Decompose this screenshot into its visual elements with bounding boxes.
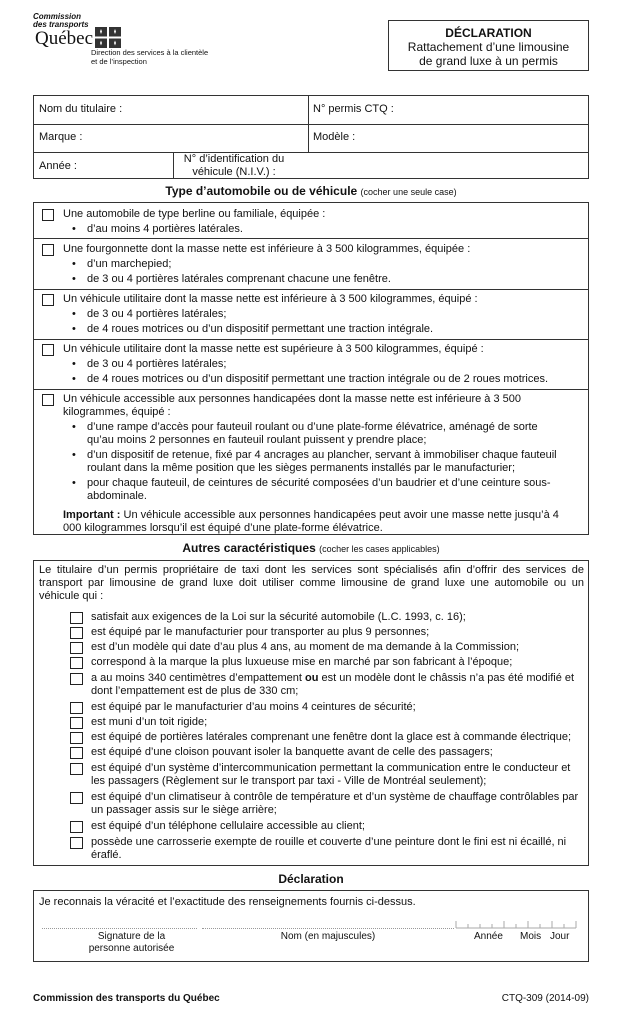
checkbox-utility-heavy[interactable] (42, 344, 54, 356)
type-option-label: Un véhicule utilitaire dont la masse nette est supérieure à 3 500 kilogrammes, équipé : (63, 343, 484, 355)
signature-label: Signature de la personne autorisée (88, 931, 175, 954)
month-label: Mois (520, 931, 542, 942)
name-label: Nom (en majuscules) (280, 931, 376, 942)
checkbox-capacity[interactable] (70, 627, 83, 639)
logo-sub1: Direction des services à la clientèle (91, 48, 209, 57)
type-option-label: Une automobile de type berline ou familiale, équipée : (63, 208, 326, 220)
logo-sub2: et de l’inspection (91, 57, 147, 66)
type-option-utility-light (41, 293, 581, 336)
make-field[interactable] (39, 131, 304, 144)
type-option-utility-heavy (41, 343, 581, 386)
form-subtitle-2: de grand luxe à un permis (419, 54, 558, 68)
type-option-label: Un véhicule utilitaire dont la masse nette est inférieure à 3 500 kilogrammes, équipé : (63, 293, 478, 305)
char-item-model-age: est d’un modèle qui date d’au plus 4 ans, au moment de ma demande à la Commission; (67, 641, 587, 654)
checkbox-utility-light[interactable] (42, 294, 54, 306)
fleur-de-lis-flag-icon (95, 27, 121, 48)
other-intro: Le titulaire d’un permis propriétaire de taxi dont les services sont spécialisés afin d’offrir des services de transport par limousine de grand luxe doit utiliser comme limousine de grand luxe une automobile ou un véhicule qui : (39, 564, 584, 602)
char-item-power-windows: est équipé de portières latérales comprenant une fenêtre dont la glace est à commande électrique; (67, 731, 587, 744)
type-option-label: Une fourgonnette dont la masse nette est inférieure à 3 500 kilogrammes, équipée : (63, 243, 471, 255)
type-option-bullet: • d’un dispositif de retenue, fixé par 4 ancrages au plancher, servant à immobiliser chaque fauteuil roulant dans la même position que les sièges permanents installés par le manufacturier; (63, 449, 561, 475)
form-title: DÉCLARATION (445, 26, 532, 40)
type-option-bullet: • de 3 ou 4 portières latérales comprenant chacune une fenêtre. (63, 273, 581, 286)
logo-line2: des transports (33, 20, 89, 29)
char-item-safety-law: satisfait aux exigences de la Loi sur la sécurité automobile (L.C. 1993, c. 16); (67, 611, 587, 624)
name-field[interactable] (202, 915, 454, 929)
other-section-note: (cocher les cases applicables) (319, 544, 440, 554)
logo-line1: Commission (33, 12, 82, 21)
checkbox-climate[interactable] (70, 792, 83, 804)
checkbox-partition[interactable] (70, 747, 83, 759)
year-label: Année (474, 931, 503, 942)
checkbox-sedan[interactable] (42, 209, 54, 221)
model-field[interactable] (313, 131, 583, 144)
form-subtitle-1: Rattachement d’une limousine (407, 40, 570, 54)
type-section-title: Type d’automobile ou de véhicule (cocher une seule case) (165, 184, 457, 198)
checkbox-accessible[interactable] (42, 394, 54, 406)
identification-table (33, 95, 589, 179)
type-option-bullet: • d’au moins 4 portières latérales. (63, 223, 581, 236)
important-text: Un véhicule accessible aux personnes handicapées peut avoir une masse nette jusqu’à 4 000 kilogrammes lorsqu’il est équipé d’une plate-forme élévatrice. (63, 509, 559, 534)
char-item-wheelbase (67, 672, 587, 698)
year-field[interactable] (39, 160, 169, 173)
signature-field[interactable] (42, 915, 197, 929)
type-option-bullet: • d’une rampe d’accès pour fauteuil roulant ou d’une plate-forme élévatrice, aménagé de sorte qu’au moins 2 personnes en fauteuil roulant puissent y prendre place; (63, 421, 561, 447)
char-item-luxury-brand: correspond à la marque la plus luxueuse mise en marché par son fabricant à l’époque; (67, 656, 587, 669)
date-field[interactable] (455, 913, 577, 929)
checkbox-safety-law[interactable] (70, 612, 83, 624)
type-option-bullet: • de 3 ou 4 portières latérales; (63, 308, 581, 321)
logo-quebec: Québec (35, 28, 94, 49)
checkbox-model-age[interactable] (70, 642, 83, 654)
ou-word: ou (305, 672, 319, 684)
checkbox-bodywork[interactable] (70, 837, 83, 849)
ctq-permit-field[interactable] (313, 103, 583, 116)
type-option-bullet: • de 3 ou 4 portières latérales; (63, 358, 581, 371)
char-item-partition: est équipé d’une cloison pouvant isoler la banquette avant de celle des passagers; (67, 746, 587, 759)
type-option-bullet: • de 4 roues motrices ou d’un dispositif permettant une traction intégrale. (63, 323, 581, 336)
char-item-seatbelts: est équipé par le manufacturier d’au moins 4 ceintures de sécurité; (67, 701, 587, 714)
type-option-sedan (41, 208, 581, 236)
type-section-note: (cocher une seule case) (360, 187, 457, 197)
declaration-box (33, 890, 589, 962)
checkbox-minivan[interactable] (42, 244, 54, 256)
important-label: Important : (63, 509, 121, 521)
type-option-bullet: • pour chaque fauteuil, de ceintures de sécurité composées d’un baudrier et d’une ceinture sous-abdominale. (63, 477, 561, 503)
type-option-minivan (41, 243, 581, 286)
vin-label-2: véhicule (N.I.V.) : (192, 166, 276, 178)
model-label: Modèle : (313, 131, 356, 143)
year-label: Année : (39, 160, 77, 172)
ctq-logo (33, 12, 233, 70)
footer-form-code: CTQ-309 (2014-09) (501, 993, 589, 1004)
important-note (41, 509, 561, 535)
char-item-rigid-roof: est muni d’un toit rigide; (67, 716, 587, 729)
type-options-table (33, 202, 589, 535)
declaration-title: Déclaration (278, 872, 344, 886)
holder-name-label: Nom du titulaire : (39, 103, 123, 115)
char-item-intercom: est équipé d’un système d’intercommunication permettant la communication entre le conducteur et les passagers (Règlement sur le transport par taxi - Ville de Montréal seulement); (67, 762, 587, 788)
checkbox-wheelbase-330[interactable] (70, 673, 83, 685)
char-item-phone: est équipé d’un téléphone cellulaire accessible au client; (67, 820, 587, 833)
char-item-climate: est équipé d’un climatiseur à contrôle de température et d’un système de chauffage contrôlables par un passager assis sur le siège arrière; (67, 791, 587, 817)
type-option-bullet: • de 4 roues motrices ou d’un dispositif permettant une traction intégrale ou de 2 roues motrices. (63, 373, 581, 386)
char-item-capacity: est équipé par le manufacturier pour transporter au plus 9 personnes; (67, 626, 587, 639)
vin-field[interactable] (174, 153, 294, 179)
wheelbase-alt-label: est un modèle dont le châssis n’a pas été modifié et dont l’empattement est de plus de 330 cm; (91, 672, 575, 697)
day-label: Jour (550, 931, 570, 942)
holder-name-field[interactable] (39, 103, 304, 116)
char-item-bodywork: possède une carrosserie exempte de rouille et couverte d’une peinture dont le fini est ni écaillé, ni éraflé. (67, 836, 587, 862)
checkbox-phone[interactable] (70, 821, 83, 833)
other-section-title: Autres caractéristiques (cocher les cases applicables) (182, 541, 440, 555)
checkbox-rigid-roof[interactable] (70, 717, 83, 729)
checkbox-seatbelts[interactable] (70, 702, 83, 714)
checkbox-intercom[interactable] (70, 763, 83, 775)
ctq-permit-label: N° permis CTQ : (313, 103, 394, 115)
type-option-label: Un véhicule accessible aux personnes handicapées dont la masse nette est inférieure à 3 500 kilogrammes, équipé : (63, 393, 522, 418)
make-label: Marque : (39, 131, 83, 143)
form-title-box (388, 20, 589, 71)
wheelbase-label: a au moins 340 centimètres d’empattement (91, 672, 302, 684)
vin-label-1: N° d’identification du (183, 153, 285, 165)
type-option-bullet: • d’un marchepied; (63, 258, 581, 271)
checkbox-luxury-brand[interactable] (70, 657, 83, 669)
footer-left: Commission des transports du Québec (33, 993, 220, 1004)
declaration-text: Je reconnais la véracité et l’exactitude des renseignements fournis ci-dessus. (39, 896, 416, 908)
checkbox-power-windows[interactable] (70, 732, 83, 744)
type-option-accessible (41, 393, 561, 535)
